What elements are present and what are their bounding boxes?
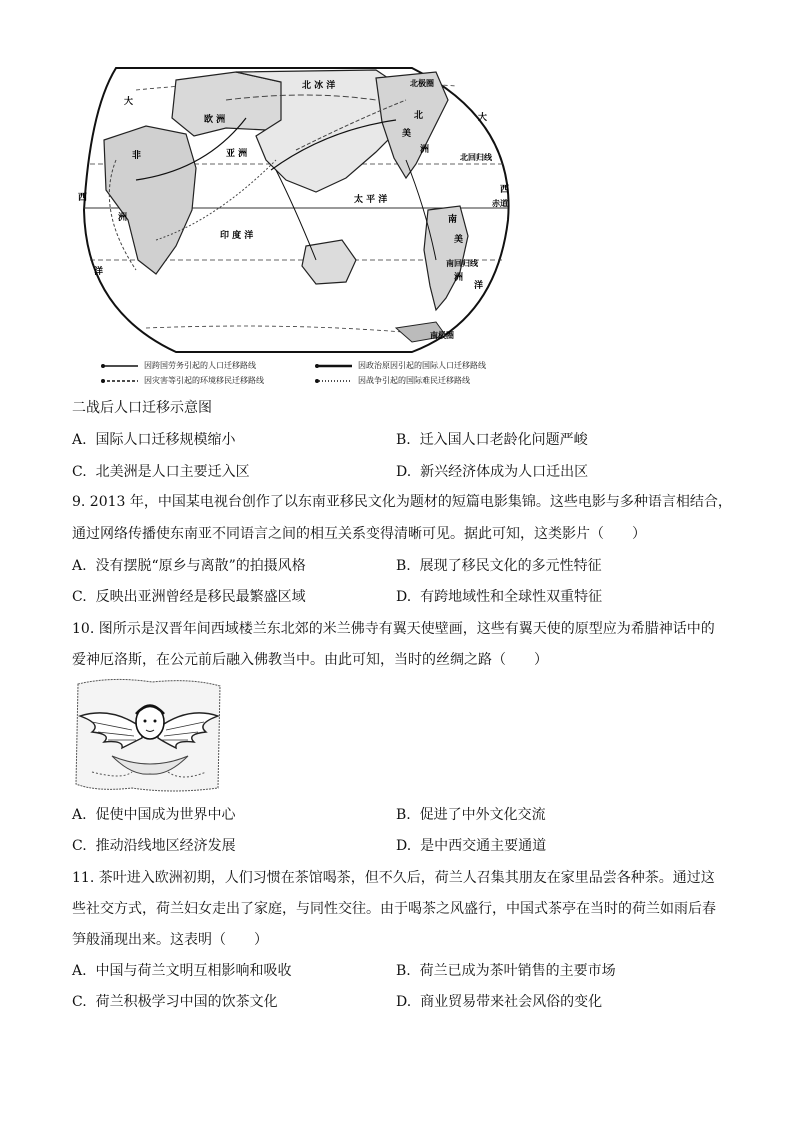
- label-africa: 非: [132, 151, 142, 161]
- label-tropic-capricorn: 南回归线: [446, 259, 478, 268]
- q9-stem-line2: 通过网络传播使东南亚不同语言之间的相互关系变得清晰可见。据此可知，这类影片（ ）: [72, 526, 646, 542]
- q11-option-c[interactable]: C. 荷兰积极学习中国的饮茶文化: [72, 994, 278, 1010]
- label-atlantic-right-da: 大: [478, 113, 488, 123]
- label-pacific-ocean: 太 平 洋: [354, 195, 388, 205]
- label-tropic-cancer: 北回归线: [460, 153, 492, 162]
- q11-option-b[interactable]: B. 荷兰已成为茶叶销售的主要市场: [396, 963, 616, 979]
- legend-item: 因战争引起的国际难民迁移路线: [314, 375, 470, 386]
- legend-item: 因跨国劳务引起的人口迁移路线: [100, 360, 256, 371]
- q10-option-c[interactable]: C. 推动沿线地区经济发展: [72, 838, 236, 854]
- label-africa-zhou: 洲: [118, 213, 128, 223]
- q11-stem-line1: 11. 茶叶进入欧洲初期，人们习惯在茶馆喝茶，但不久后，荷兰人召集其朋友在家里品尝各种茶。通过这: [72, 870, 715, 886]
- q8-option-b[interactable]: B. 迁入国人口老龄化问题严峻: [396, 432, 588, 448]
- label-north-america-bei: 北: [414, 111, 424, 121]
- label-atlantic-left-da: 大: [124, 97, 134, 107]
- label-south-america-nan: 南: [448, 215, 458, 225]
- map-caption: 二战后人口迁移示意图: [72, 400, 212, 416]
- q8-option-c[interactable]: C. 北美洲是人口主要迁入区: [72, 464, 250, 480]
- q10-stem-line2: 爱神厄洛斯，在公元前后融入佛教当中。由此可知，当时的丝绸之路（ ）: [72, 652, 548, 668]
- label-south-america-zhou: 洲: [454, 273, 464, 283]
- q10-option-d[interactable]: D. 是中西交通主要通道: [396, 838, 547, 854]
- map-legend: [100, 360, 520, 390]
- population-migration-map: [76, 60, 518, 360]
- label-south-america-mei: 美: [454, 235, 464, 245]
- q11-stem-line3: 笋般涌现出来。这表明（ ）: [72, 932, 268, 948]
- q9-stem-line1: 9. 2013 年，中国某电视台创作了以东南亚移民文化为题材的短篇电影集锦。这些电影与多种语言相结合，: [72, 494, 732, 510]
- q9-option-d[interactable]: D. 有跨地域性和全球性双重特征: [396, 589, 603, 605]
- label-indian-ocean: 印 度 洋: [220, 231, 254, 241]
- legend-line-solid-icon: [100, 362, 140, 370]
- q11-option-a[interactable]: A. 中国与荷兰文明互相影响和吸收: [72, 963, 292, 979]
- q11-option-d[interactable]: D. 商业贸易带来社会风俗的变化: [396, 994, 603, 1010]
- winged-angel-mural-image: [72, 676, 224, 794]
- legend-line-dashed-icon: [100, 377, 140, 385]
- q10-option-a[interactable]: A. 促使中国成为世界中心: [72, 807, 236, 823]
- label-equator: 赤道: [492, 199, 508, 208]
- q9-option-b[interactable]: B. 展现了移民文化的多元性特征: [396, 558, 602, 574]
- label-north-america-zhou: 洲: [420, 145, 430, 155]
- q8-option-d[interactable]: D. 新兴经济体成为人口迁出区: [396, 464, 589, 480]
- label-atlantic-left-yang: 洋: [94, 267, 104, 277]
- q10-option-b[interactable]: B. 促进了中外文化交流: [396, 807, 546, 823]
- europe-shape: [172, 72, 286, 136]
- q10-stem-line1: 10. 图所示是汉晋年间西域楼兰东北郊的米兰佛寺有翼天使壁画，这些有翼天使的原型应为希腊神话中的: [72, 621, 715, 637]
- q8-option-a[interactable]: A. 国际人口迁移规模缩小: [72, 432, 236, 448]
- label-north-pole: 北极圈: [410, 79, 434, 88]
- legend-item: 因灾害等引起的环境移民迁移路线: [100, 375, 264, 386]
- label-atlantic-right-yang: 洋: [474, 281, 484, 291]
- label-europe: 欧 洲: [204, 115, 226, 125]
- legend-line-dotted-icon: [314, 377, 354, 385]
- label-arctic-ocean: 北 冰 洋: [302, 81, 336, 91]
- q11-stem-line2: 些社交方式，荷兰妇女走出了家庭，与同性交往。由于喝茶之风盛行，中国式茶亭在当时的荷兰如雨后春: [72, 901, 716, 917]
- q9-option-c[interactable]: C. 反映出亚洲曾经是移民最繁盛区域: [72, 589, 306, 605]
- legend-line-bold-icon: [314, 362, 354, 370]
- label-atlantic-left-xi: 西: [78, 193, 88, 203]
- label-atlantic-right-xi: 西: [500, 185, 510, 195]
- label-south-pole: 南极圈: [430, 331, 454, 340]
- label-asia: 亚 洲: [226, 149, 248, 159]
- label-north-america-mei: 美: [402, 129, 412, 139]
- legend-item: 因政治原因引起的国际人口迁移路线: [314, 360, 486, 371]
- q9-option-a[interactable]: A. 没有摆脱“原乡与离散”的拍摄风格: [72, 558, 306, 574]
